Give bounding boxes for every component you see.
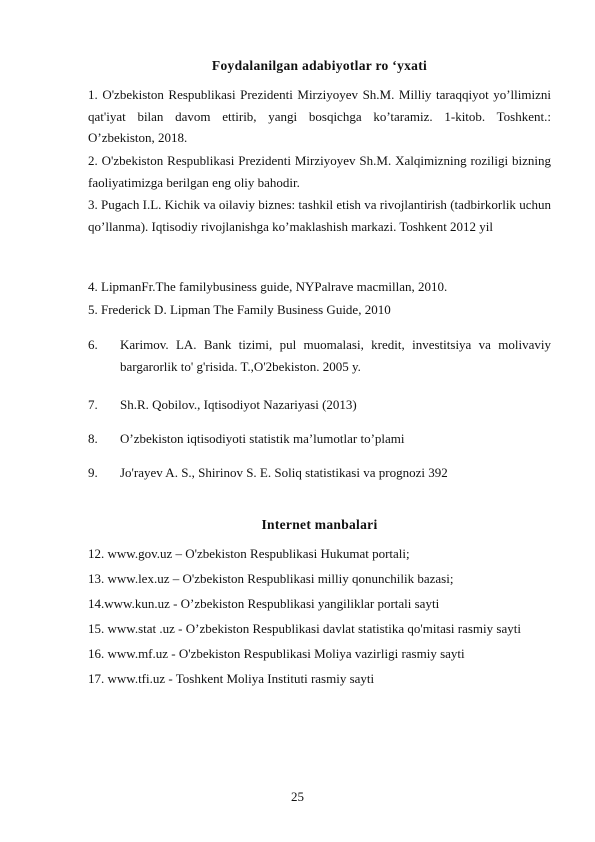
source-text: www.mf.uz - O'zbekiston Respublikasi Moliya vazirligi rasmiy sayti (107, 646, 465, 661)
internet-source-item (88, 621, 553, 637)
internet-source-item (88, 671, 553, 687)
reference-text: Frederick D. Lipman The Family Business Guide, 2010 (101, 302, 391, 317)
reference-number: 4. (88, 279, 98, 294)
reference-number: 6. (88, 337, 98, 352)
source-number: 14. (88, 596, 105, 611)
reference-number: 1. (88, 87, 98, 102)
page-number: 25 (291, 789, 304, 804)
source-text: www.gov.uz – O'zbekiston Respublikasi Hukumat portali; (107, 546, 410, 561)
reference-text: O’zbekiston iqtisodiyoti statistik ma’lumotlar to’plami (120, 431, 405, 446)
internet-source-item (88, 571, 553, 587)
source-number: 13. (88, 571, 105, 586)
reference-text: LipmanFr.The familybusiness guide, NYPalrave macmillan, 2010. (101, 279, 448, 294)
internet-source-item (88, 546, 553, 562)
references-heading: Foydalanilgan adabiyotlar ro ‘yxati (211, 58, 428, 73)
reference-number: 7. (88, 397, 98, 412)
reference-item-1 (88, 84, 551, 149)
reference-text: Jo'rayev A. S., Shirinov S. E. Soliq statistikasi va prognozi 392 (120, 465, 448, 480)
reference-item-5 (88, 302, 553, 318)
source-number: 12. (88, 546, 105, 561)
reference-text: Karimov. LA. Bank tizimi, pul muomalasi, kredit, investitsiya va molivaviy bargarorlik to' g'risida. T.,O'2bekiston. 2005 y. (120, 337, 551, 374)
source-text: www.kun.uz - O’zbekiston Respublikasi yangiliklar portali sayti (104, 596, 440, 611)
reference-text: O'zbekiston Respublikasi Prezidenti Mirziyoyev Sh.M. Milliy taraqqiyot yo’llimizni qat'iyat bilan davom ettirib, yangi bosqichga ko’taramiz. 1-kitob. Toshkent.: O’zbekiston, 2018. (88, 87, 551, 145)
source-number: 16. (88, 646, 105, 661)
reference-text: Sh.R. Qobilov., Iqtisodiyot Nazariyasi (2013) (120, 397, 357, 412)
internet-source-item (88, 646, 553, 662)
reference-number: 5. (88, 302, 98, 317)
source-number: 15. (88, 621, 105, 636)
reference-item-3 (88, 194, 551, 237)
reference-number: 8. (88, 431, 98, 446)
reference-item-6 (88, 334, 551, 377)
internet-source-item (88, 596, 553, 612)
reference-text: Pugach I.L. Kichik va oilaviy biznes: tashkil etish va rivojlantirish (tadbirkorlik uchun qo’llanma). Iqtisodiy rivojlanishga ko’maklashish markazi. Toshkent 2012 yil (88, 197, 551, 234)
source-number: 17. (88, 671, 105, 686)
source-text: www.stat .uz - O’zbekiston Respublikasi davlat statistika qo'mitasi rasmiy sayti (107, 621, 521, 636)
source-text: www.lex.uz – O'zbekiston Respublikasi milliy qonunchilik bazasi; (107, 571, 454, 586)
reference-item-2 (88, 150, 551, 193)
source-text: www.tfi.uz - Toshkent Moliya Instituti rasmiy sayti (107, 671, 375, 686)
reference-item-4 (88, 279, 553, 295)
reference-text: O'zbekiston Respublikasi Prezidenti Mirziyoyev Sh.M. Xalqimizning roziligi bizning faoliyatimizga berilgan eng oliy bahodir. (88, 153, 552, 190)
reference-number: 2. (88, 153, 98, 168)
reference-number: 3. (88, 197, 98, 212)
reference-number: 9. (88, 465, 98, 480)
internet-sources-heading: Internet manbalari (261, 517, 378, 532)
